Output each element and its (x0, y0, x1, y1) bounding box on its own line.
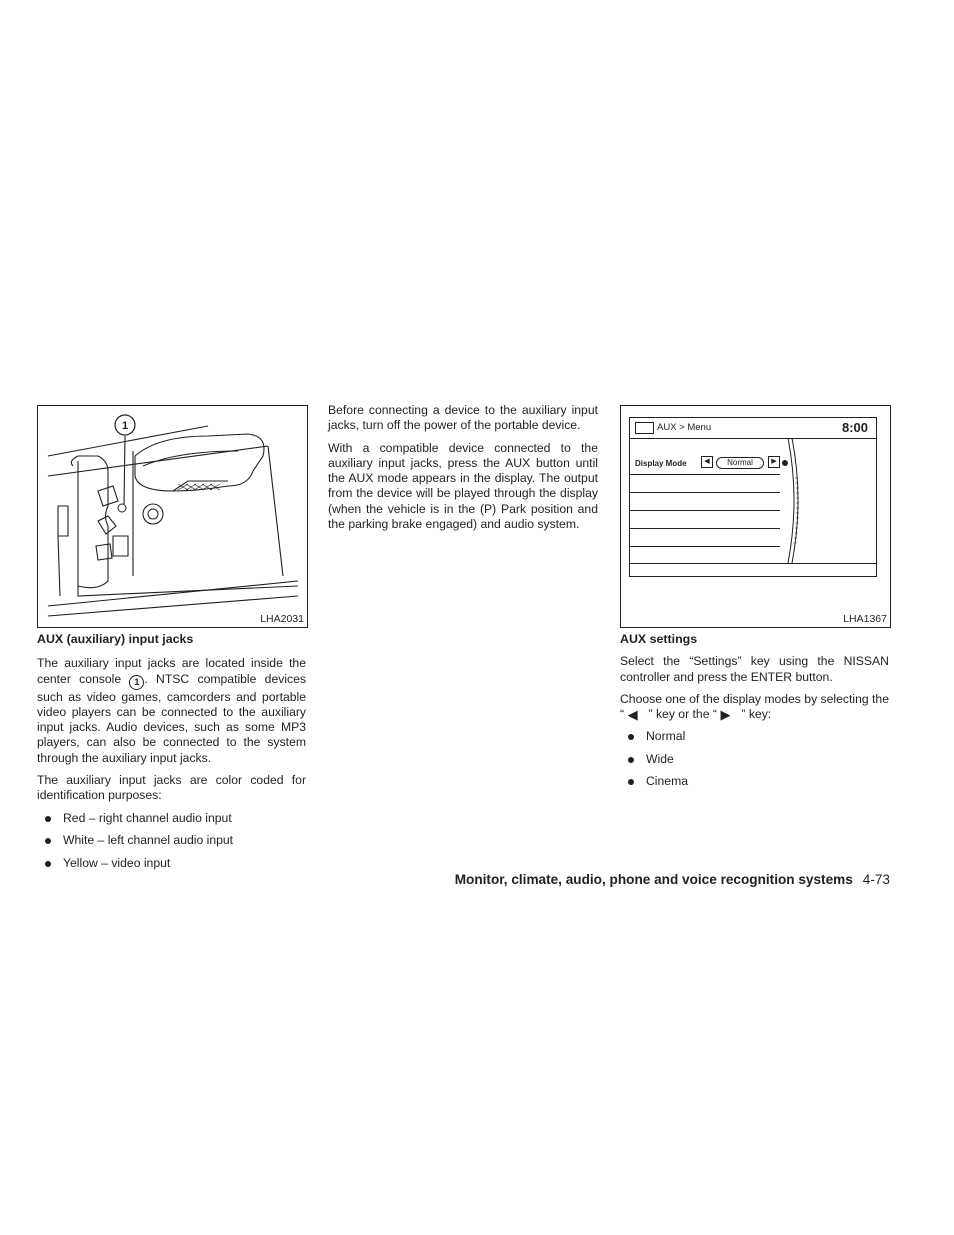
bullet-icon (628, 734, 634, 740)
figure-code: LHA2031 (260, 613, 304, 625)
menu-divider (630, 546, 780, 547)
left-triangle-icon: ◀ (624, 707, 649, 723)
aux-input-heading: AUX (auxiliary) input jacks (37, 632, 194, 646)
right-arrow-icon: ▶ (768, 456, 780, 468)
menu-divider (630, 510, 780, 511)
page-number: 4-73 (862, 872, 890, 887)
list-item: Cinema (620, 774, 889, 790)
left-arrow-icon: ◀ (701, 456, 713, 468)
section-title: Monitor, climate, audio, phone and voice recognition systems (454, 872, 853, 887)
list-item: White – left channel audio input (37, 833, 306, 849)
power-off-paragraph: Before connecting a device to the auxiliary input jacks, turn off the power of the portable device. (328, 403, 598, 433)
screen-clock: 8:00 (841, 420, 868, 435)
center-console-drawing (38, 406, 307, 627)
right-triangle-icon: ▶ (716, 707, 742, 723)
menu-divider (630, 563, 876, 564)
left-column (37, 632, 306, 871)
display-mode-label: Display Mode (635, 459, 687, 468)
screen-header (630, 418, 876, 439)
display-mode-value: Normal (716, 457, 764, 469)
display-mode-list (620, 729, 889, 790)
aux-screen (629, 417, 877, 577)
aux-mode-paragraph: With a compatible device connected to the auxiliary input jacks, press the AUX button until the AUX mode appears in the display. The output from the device will be played through the display (when the vehicle is in the (P) Park position and the parking brake engaged) and audio system. (328, 440, 598, 532)
menu-divider (630, 492, 780, 493)
bullet-icon (628, 779, 634, 785)
aux-source-icon (635, 422, 654, 434)
display-mode-paragraph: Choose one of the display modes by selecting the “ ◀ ” key or the “ ▶ ” key: (620, 691, 889, 723)
menu-divider (630, 528, 780, 529)
aux-location-paragraph: The auxiliary input jacks are located inside the center console 1 . NTSC compatible devices such as video games, camcorders and portable video players can be connected to the auxiliary input jacks. Audio devices, such as some MP3 players, can also be connected to the system through the auxiliary input jacks. (37, 656, 307, 765)
screen-title: AUX > Menu (657, 422, 712, 433)
aux-settings-heading: AUX settings (620, 632, 698, 646)
list-item: Normal (620, 729, 889, 745)
color-code-paragraph: The auxiliary input jacks are color coded for identification purposes: (37, 773, 306, 803)
console-illustration (37, 405, 308, 628)
callout-number: 1 (121, 420, 129, 432)
menu-divider (630, 474, 780, 475)
scroll-dial-icon (778, 438, 808, 563)
list-item: Red – right channel audio input (37, 811, 306, 827)
right-column (620, 632, 889, 790)
middle-column (328, 403, 598, 532)
bullet-icon (45, 838, 51, 844)
page-footer (455, 872, 890, 887)
settings-key-paragraph: Select the “Settings” key using the NISSAN controller and press the ENTER button. (620, 654, 889, 684)
bullet-icon (45, 861, 51, 867)
list-item: Yellow – video input (37, 856, 306, 872)
list-item: Wide (620, 752, 889, 768)
jack-color-list (37, 811, 306, 872)
callout-circle: 1 (129, 675, 144, 690)
bullet-icon (45, 816, 51, 822)
aux-menu-illustration (620, 405, 891, 628)
bullet-icon (628, 757, 634, 763)
figure-code: LHA1367 (843, 613, 887, 625)
